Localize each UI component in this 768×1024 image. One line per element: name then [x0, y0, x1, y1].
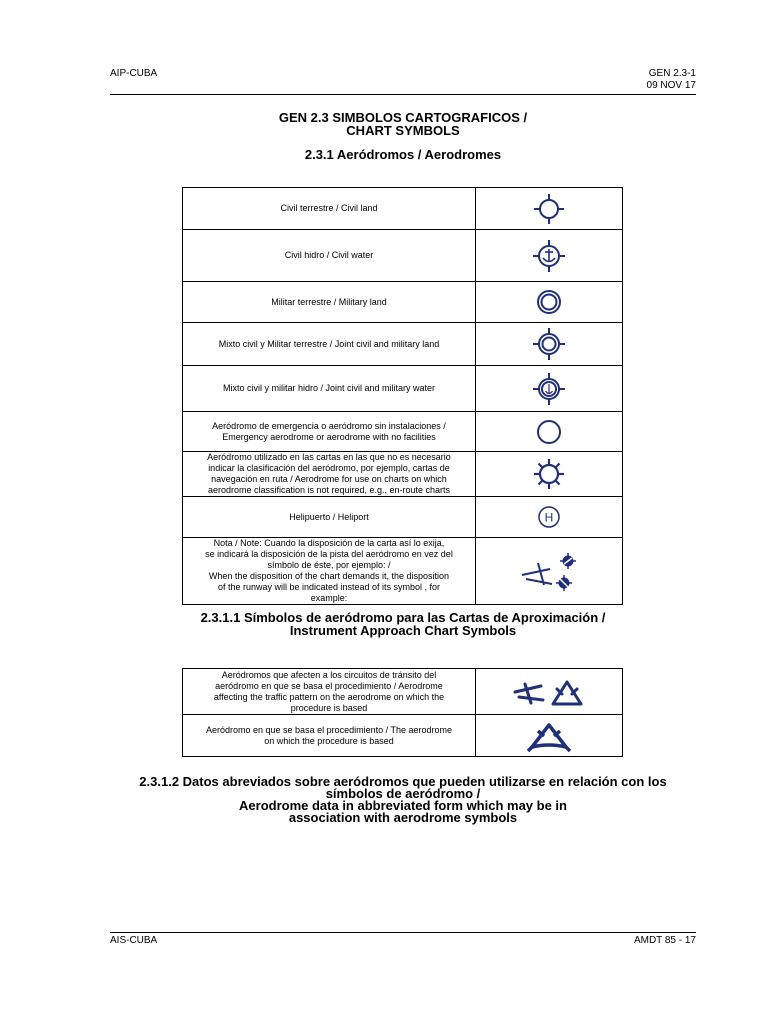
row-label: Civil terrestre / Civil land	[183, 188, 476, 230]
heliport-icon	[476, 497, 623, 538]
procedure-aerodrome-icon	[476, 715, 623, 757]
approach-symbols-table	[182, 668, 623, 757]
table-row	[183, 412, 623, 452]
table-row	[183, 669, 623, 715]
main-title-line2: CHART SYMBOLS	[346, 123, 460, 138]
section-2312-title-line3: Aerodrome data in abbreviated form which may be in	[239, 798, 567, 813]
heliport-letter: H	[544, 510, 554, 525]
row-label: Nota / Note: Cuando la disposición de la carta así lo exija, se indicará la disposición de la pista del aeródromo en vez del símbolo de éste, por ejemplo: / When the disposition of the chart demands it, the disposition of the runway will be indicated instead of its symbol , for example:	[183, 538, 476, 605]
section-2312-title-line1: 2.3.1.2 Datos abreviados sobre aeródromos que pueden utilizarse en relación con los	[139, 774, 667, 789]
header-date: 09 NOV 17	[646, 80, 696, 91]
table-row	[183, 497, 623, 538]
header-code: GEN 2.3-1	[648, 68, 696, 79]
table-row	[183, 230, 623, 282]
unclassified-aerodrome-icon	[476, 452, 623, 497]
affecting-aerodrome-icon	[476, 669, 623, 715]
table-row	[183, 715, 623, 757]
table-row	[183, 323, 623, 366]
section-2312-title-line4: association with aerodrome symbols	[288, 810, 518, 825]
row-label: Mixto civil y militar hidro / Joint civil and military water	[183, 366, 476, 412]
row-label: Aeródromos que afecten a los circuitos de tránsito del aeródromo en que se basa el procedimiento / Aerodrome affecting the traffic pattern on the aerodrome on which the procedure is based	[183, 669, 476, 715]
section-2312-title-line2: símbolos de aeródromo /	[325, 786, 481, 801]
table-row	[183, 188, 623, 230]
section-231-title: 2.3.1 Aeródromos / Aerodromes	[304, 147, 502, 162]
table-row	[183, 452, 623, 497]
section-2311-title-line2: Instrument Approach Chart Symbols	[289, 623, 517, 638]
joint-water-icon	[476, 366, 623, 412]
aerodrome-symbols-table	[182, 187, 623, 605]
civil-water-icon	[476, 230, 623, 282]
runway-pattern-icon	[476, 538, 623, 605]
table-row	[183, 282, 623, 323]
row-label: Militar terrestre / Military land	[183, 282, 476, 323]
footer-rule	[110, 932, 696, 933]
footer-right: AMDT 85 - 17	[633, 935, 696, 946]
row-label: Civil hidro / Civil water	[183, 230, 476, 282]
section-2311-title-line1: 2.3.1.1 Símbolos de aeródromo para las Cartas de Aproximación /	[200, 610, 606, 625]
military-land-icon	[476, 282, 623, 323]
joint-land-icon	[476, 323, 623, 366]
table-row	[183, 366, 623, 412]
table-row	[183, 538, 623, 605]
row-label: Helipuerto / Heliport	[183, 497, 476, 538]
row-label: Aeródromo en que se basa el procedimiento / The aerodrome on which the procedure is based	[183, 715, 476, 757]
header-rule	[110, 94, 696, 95]
runway-small-icon-1	[560, 553, 576, 569]
header-left: AIP-CUBA	[110, 68, 158, 79]
footer-left: AIS-CUBA	[110, 935, 158, 946]
row-label: Aeródromo utilizado en las cartas en las que no es necesario indicar la clasificación del aeródromo, por ejemplo, cartas de navegación en ruta / Aerodrome for use on charts on which aerodrome classification is not required, e.g., en-route charts	[183, 452, 476, 497]
row-label: Aeródromo de emergencia o aeródromo sin instalaciones / Emergency aerodrome or aerodrome with no facilities	[183, 412, 476, 452]
emergency-aerodrome-icon	[476, 412, 623, 452]
runway-small-icon-2	[556, 575, 572, 591]
row-label: Mixto civil y Militar terrestre / Joint civil and military land	[183, 323, 476, 366]
main-title-line1: GEN 2.3 SIMBOLOS CARTOGRAFICOS /	[278, 110, 528, 125]
civil-land-icon	[476, 188, 623, 230]
